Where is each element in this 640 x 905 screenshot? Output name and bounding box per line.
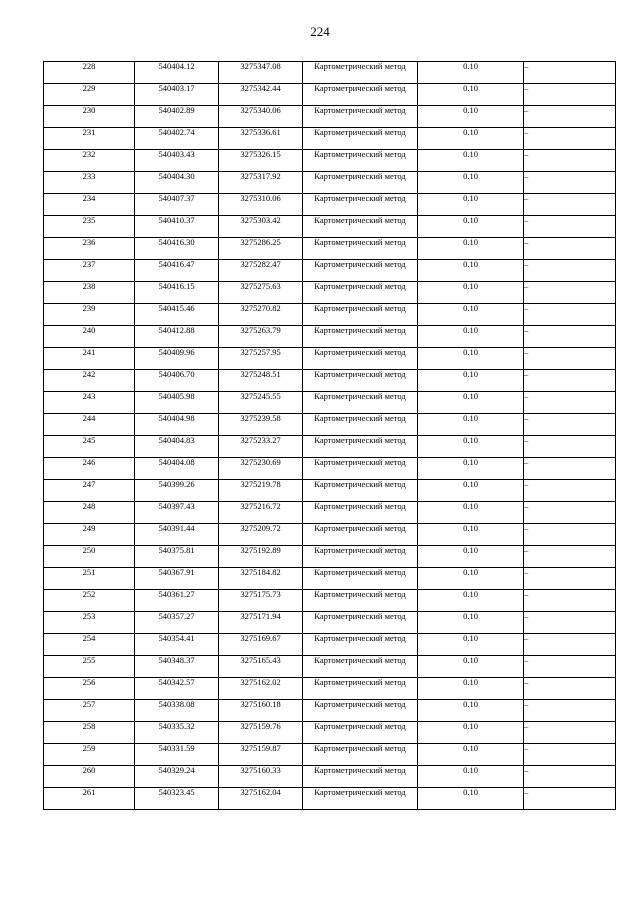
y-coordinate-cell: 3275159.87: [219, 744, 303, 766]
x-coordinate-cell: 540402.74: [135, 128, 219, 150]
y-coordinate-cell: 3275257.95: [219, 348, 303, 370]
method-cell: Картометрический метод: [303, 480, 418, 502]
description-cell: –: [524, 722, 616, 744]
x-coordinate-cell: 540416.15: [135, 282, 219, 304]
point-number-cell: 249: [44, 524, 135, 546]
x-coordinate-cell: 540354.41: [135, 634, 219, 656]
y-coordinate-cell: 3275239.58: [219, 414, 303, 436]
method-cell: Картометрический метод: [303, 788, 418, 810]
table-row: [44, 744, 616, 766]
description-cell: –: [524, 128, 616, 150]
accuracy-cell: 0.10: [418, 326, 524, 348]
method-cell: Картометрический метод: [303, 436, 418, 458]
point-number-cell: 252: [44, 590, 135, 612]
description-cell: –: [524, 260, 616, 282]
x-coordinate-cell: 540357.27: [135, 612, 219, 634]
method-cell: Картометрический метод: [303, 370, 418, 392]
point-number-cell: 229: [44, 84, 135, 106]
description-cell: –: [524, 392, 616, 414]
point-number-cell: 261: [44, 788, 135, 810]
table-row: [44, 612, 616, 634]
accuracy-cell: 0.10: [418, 656, 524, 678]
point-number-cell: 235: [44, 216, 135, 238]
table-row: [44, 370, 616, 392]
point-number-cell: 246: [44, 458, 135, 480]
method-cell: Картометрический метод: [303, 458, 418, 480]
table-row: [44, 436, 616, 458]
x-coordinate-cell: 540397.43: [135, 502, 219, 524]
x-coordinate-cell: 540409.96: [135, 348, 219, 370]
method-cell: Картометрический метод: [303, 656, 418, 678]
method-cell: Картометрический метод: [303, 260, 418, 282]
table-row: [44, 546, 616, 568]
y-coordinate-cell: 3275342.44: [219, 84, 303, 106]
description-cell: –: [524, 304, 616, 326]
description-cell: –: [524, 766, 616, 788]
x-coordinate-cell: 540402.89: [135, 106, 219, 128]
method-cell: Картометрический метод: [303, 392, 418, 414]
y-coordinate-cell: 3275245.55: [219, 392, 303, 414]
y-coordinate-cell: 3275248.51: [219, 370, 303, 392]
y-coordinate-cell: 3275303.42: [219, 216, 303, 238]
description-cell: –: [524, 678, 616, 700]
accuracy-cell: 0.10: [418, 634, 524, 656]
y-coordinate-cell: 3275175.73: [219, 590, 303, 612]
method-cell: Картометрический метод: [303, 128, 418, 150]
method-cell: Картометрический метод: [303, 678, 418, 700]
method-cell: Картометрический метод: [303, 502, 418, 524]
description-cell: –: [524, 546, 616, 568]
x-coordinate-cell: 540338.08: [135, 700, 219, 722]
coordinates-table: [43, 61, 616, 810]
accuracy-cell: 0.10: [418, 128, 524, 150]
table-row: [44, 128, 616, 150]
method-cell: Картометрический метод: [303, 612, 418, 634]
method-cell: Картометрический метод: [303, 590, 418, 612]
description-cell: –: [524, 480, 616, 502]
accuracy-cell: 0.10: [418, 524, 524, 546]
y-coordinate-cell: 3275310.06: [219, 194, 303, 216]
table-row: [44, 216, 616, 238]
method-cell: Картометрический метод: [303, 722, 418, 744]
table-row: [44, 238, 616, 260]
table-row: [44, 502, 616, 524]
method-cell: Картометрический метод: [303, 106, 418, 128]
point-number-cell: 259: [44, 744, 135, 766]
x-coordinate-cell: 540403.43: [135, 150, 219, 172]
x-coordinate-cell: 540329.24: [135, 766, 219, 788]
description-cell: –: [524, 62, 616, 84]
y-coordinate-cell: 3275160.18: [219, 700, 303, 722]
x-coordinate-cell: 540416.30: [135, 238, 219, 260]
table-row: [44, 722, 616, 744]
point-number-cell: 243: [44, 392, 135, 414]
method-cell: Картометрический метод: [303, 546, 418, 568]
method-cell: Картометрический метод: [303, 524, 418, 546]
table-row: [44, 106, 616, 128]
description-cell: –: [524, 216, 616, 238]
x-coordinate-cell: 540405.98: [135, 392, 219, 414]
point-number-cell: 241: [44, 348, 135, 370]
description-cell: –: [524, 568, 616, 590]
x-coordinate-cell: 540375.81: [135, 546, 219, 568]
y-coordinate-cell: 3275169.67: [219, 634, 303, 656]
table-row: [44, 700, 616, 722]
method-cell: Картометрический метод: [303, 766, 418, 788]
x-coordinate-cell: 540323.45: [135, 788, 219, 810]
point-number-cell: 230: [44, 106, 135, 128]
accuracy-cell: 0.10: [418, 788, 524, 810]
x-coordinate-cell: 540367.91: [135, 568, 219, 590]
table-row: [44, 788, 616, 810]
description-cell: –: [524, 282, 616, 304]
description-cell: –: [524, 590, 616, 612]
y-coordinate-cell: 3275347.08: [219, 62, 303, 84]
description-cell: –: [524, 84, 616, 106]
y-coordinate-cell: 3275162.04: [219, 788, 303, 810]
method-cell: Картометрический метод: [303, 304, 418, 326]
method-cell: Картометрический метод: [303, 62, 418, 84]
point-number-cell: 250: [44, 546, 135, 568]
accuracy-cell: 0.10: [418, 502, 524, 524]
description-cell: –: [524, 744, 616, 766]
accuracy-cell: 0.10: [418, 106, 524, 128]
accuracy-cell: 0.10: [418, 414, 524, 436]
description-cell: –: [524, 414, 616, 436]
x-coordinate-cell: 540416.47: [135, 260, 219, 282]
description-cell: –: [524, 150, 616, 172]
accuracy-cell: 0.10: [418, 700, 524, 722]
x-coordinate-cell: 540391.44: [135, 524, 219, 546]
point-number-cell: 256: [44, 678, 135, 700]
table-row: [44, 568, 616, 590]
method-cell: Картометрический метод: [303, 348, 418, 370]
x-coordinate-cell: 540404.98: [135, 414, 219, 436]
accuracy-cell: 0.10: [418, 62, 524, 84]
method-cell: Картометрический метод: [303, 84, 418, 106]
description-cell: –: [524, 238, 616, 260]
point-number-cell: 251: [44, 568, 135, 590]
point-number-cell: 237: [44, 260, 135, 282]
y-coordinate-cell: 3275192.89: [219, 546, 303, 568]
method-cell: Картометрический метод: [303, 414, 418, 436]
table-row: [44, 524, 616, 546]
point-number-cell: 240: [44, 326, 135, 348]
point-number-cell: 244: [44, 414, 135, 436]
y-coordinate-cell: 3275159.76: [219, 722, 303, 744]
table-row: [44, 414, 616, 436]
x-coordinate-cell: 540335.32: [135, 722, 219, 744]
point-number-cell: 236: [44, 238, 135, 260]
y-coordinate-cell: 3275270.82: [219, 304, 303, 326]
y-coordinate-cell: 3275286.25: [219, 238, 303, 260]
x-coordinate-cell: 540412.88: [135, 326, 219, 348]
description-cell: –: [524, 194, 616, 216]
accuracy-cell: 0.10: [418, 480, 524, 502]
table-row: [44, 62, 616, 84]
table-row: [44, 282, 616, 304]
table-row: [44, 348, 616, 370]
table-row: [44, 634, 616, 656]
x-coordinate-cell: 540348.37: [135, 656, 219, 678]
point-number-cell: 255: [44, 656, 135, 678]
accuracy-cell: 0.10: [418, 568, 524, 590]
y-coordinate-cell: 3275162.02: [219, 678, 303, 700]
accuracy-cell: 0.10: [418, 304, 524, 326]
accuracy-cell: 0.10: [418, 678, 524, 700]
accuracy-cell: 0.10: [418, 766, 524, 788]
table-row: [44, 84, 616, 106]
table-row: [44, 172, 616, 194]
x-coordinate-cell: 540407.37: [135, 194, 219, 216]
accuracy-cell: 0.10: [418, 150, 524, 172]
y-coordinate-cell: 3275233.27: [219, 436, 303, 458]
description-cell: –: [524, 370, 616, 392]
method-cell: Картометрический метод: [303, 326, 418, 348]
description-cell: –: [524, 524, 616, 546]
table-row: [44, 678, 616, 700]
accuracy-cell: 0.10: [418, 172, 524, 194]
method-cell: Картометрический метод: [303, 568, 418, 590]
point-number-cell: 233: [44, 172, 135, 194]
x-coordinate-cell: 540406.70: [135, 370, 219, 392]
table-row: [44, 458, 616, 480]
y-coordinate-cell: 3275165.43: [219, 656, 303, 678]
method-cell: Картометрический метод: [303, 150, 418, 172]
description-cell: –: [524, 634, 616, 656]
accuracy-cell: 0.10: [418, 260, 524, 282]
method-cell: Картометрический метод: [303, 634, 418, 656]
point-number-cell: 242: [44, 370, 135, 392]
description-cell: –: [524, 106, 616, 128]
point-number-cell: 248: [44, 502, 135, 524]
method-cell: Картометрический метод: [303, 194, 418, 216]
point-number-cell: 260: [44, 766, 135, 788]
description-cell: –: [524, 656, 616, 678]
table-row: [44, 326, 616, 348]
table-row: [44, 260, 616, 282]
x-coordinate-cell: 540404.83: [135, 436, 219, 458]
y-coordinate-cell: 3275160.33: [219, 766, 303, 788]
description-cell: –: [524, 788, 616, 810]
y-coordinate-cell: 3275326.15: [219, 150, 303, 172]
description-cell: –: [524, 700, 616, 722]
description-cell: –: [524, 458, 616, 480]
method-cell: Картометрический метод: [303, 744, 418, 766]
description-cell: –: [524, 326, 616, 348]
point-number-cell: 245: [44, 436, 135, 458]
table-row: [44, 656, 616, 678]
point-number-cell: 239: [44, 304, 135, 326]
accuracy-cell: 0.10: [418, 546, 524, 568]
description-cell: –: [524, 172, 616, 194]
table-row: [44, 194, 616, 216]
x-coordinate-cell: 540404.08: [135, 458, 219, 480]
method-cell: Картометрический метод: [303, 172, 418, 194]
y-coordinate-cell: 3275216.72: [219, 502, 303, 524]
x-coordinate-cell: 540403.17: [135, 84, 219, 106]
point-number-cell: 234: [44, 194, 135, 216]
point-number-cell: 253: [44, 612, 135, 634]
accuracy-cell: 0.10: [418, 84, 524, 106]
table-row: [44, 304, 616, 326]
point-number-cell: 258: [44, 722, 135, 744]
y-coordinate-cell: 3275209.72: [219, 524, 303, 546]
accuracy-cell: 0.10: [418, 216, 524, 238]
point-number-cell: 228: [44, 62, 135, 84]
description-cell: –: [524, 348, 616, 370]
x-coordinate-cell: 540361.27: [135, 590, 219, 612]
x-coordinate-cell: 540399.26: [135, 480, 219, 502]
table-row: [44, 590, 616, 612]
y-coordinate-cell: 3275282.47: [219, 260, 303, 282]
point-number-cell: 231: [44, 128, 135, 150]
y-coordinate-cell: 3275336.61: [219, 128, 303, 150]
y-coordinate-cell: 3275275.63: [219, 282, 303, 304]
x-coordinate-cell: 540331.59: [135, 744, 219, 766]
description-cell: –: [524, 612, 616, 634]
accuracy-cell: 0.10: [418, 458, 524, 480]
y-coordinate-cell: 3275230.69: [219, 458, 303, 480]
y-coordinate-cell: 3275219.78: [219, 480, 303, 502]
x-coordinate-cell: 540415.46: [135, 304, 219, 326]
point-number-cell: 254: [44, 634, 135, 656]
table-row: [44, 766, 616, 788]
accuracy-cell: 0.10: [418, 392, 524, 414]
y-coordinate-cell: 3275317.92: [219, 172, 303, 194]
x-coordinate-cell: 540410.37: [135, 216, 219, 238]
point-number-cell: 257: [44, 700, 135, 722]
method-cell: Картометрический метод: [303, 700, 418, 722]
point-number-cell: 247: [44, 480, 135, 502]
accuracy-cell: 0.10: [418, 238, 524, 260]
page-number: 224: [310, 24, 330, 39]
method-cell: Картометрический метод: [303, 216, 418, 238]
accuracy-cell: 0.10: [418, 744, 524, 766]
accuracy-cell: 0.10: [418, 282, 524, 304]
y-coordinate-cell: 3275184.82: [219, 568, 303, 590]
y-coordinate-cell: 3275340.06: [219, 106, 303, 128]
x-coordinate-cell: 540404.12: [135, 62, 219, 84]
accuracy-cell: 0.10: [418, 370, 524, 392]
description-cell: –: [524, 436, 616, 458]
accuracy-cell: 0.10: [418, 722, 524, 744]
point-number-cell: 238: [44, 282, 135, 304]
method-cell: Картометрический метод: [303, 282, 418, 304]
accuracy-cell: 0.10: [418, 590, 524, 612]
table-row: [44, 392, 616, 414]
accuracy-cell: 0.10: [418, 436, 524, 458]
accuracy-cell: 0.10: [418, 348, 524, 370]
y-coordinate-cell: 3275263.79: [219, 326, 303, 348]
accuracy-cell: 0.10: [418, 612, 524, 634]
method-cell: Картометрический метод: [303, 238, 418, 260]
x-coordinate-cell: 540342.57: [135, 678, 219, 700]
accuracy-cell: 0.10: [418, 194, 524, 216]
coordinates-table-body: [44, 62, 616, 810]
point-number-cell: 232: [44, 150, 135, 172]
x-coordinate-cell: 540404.30: [135, 172, 219, 194]
table-row: [44, 480, 616, 502]
y-coordinate-cell: 3275171.94: [219, 612, 303, 634]
table-row: [44, 150, 616, 172]
description-cell: –: [524, 502, 616, 524]
